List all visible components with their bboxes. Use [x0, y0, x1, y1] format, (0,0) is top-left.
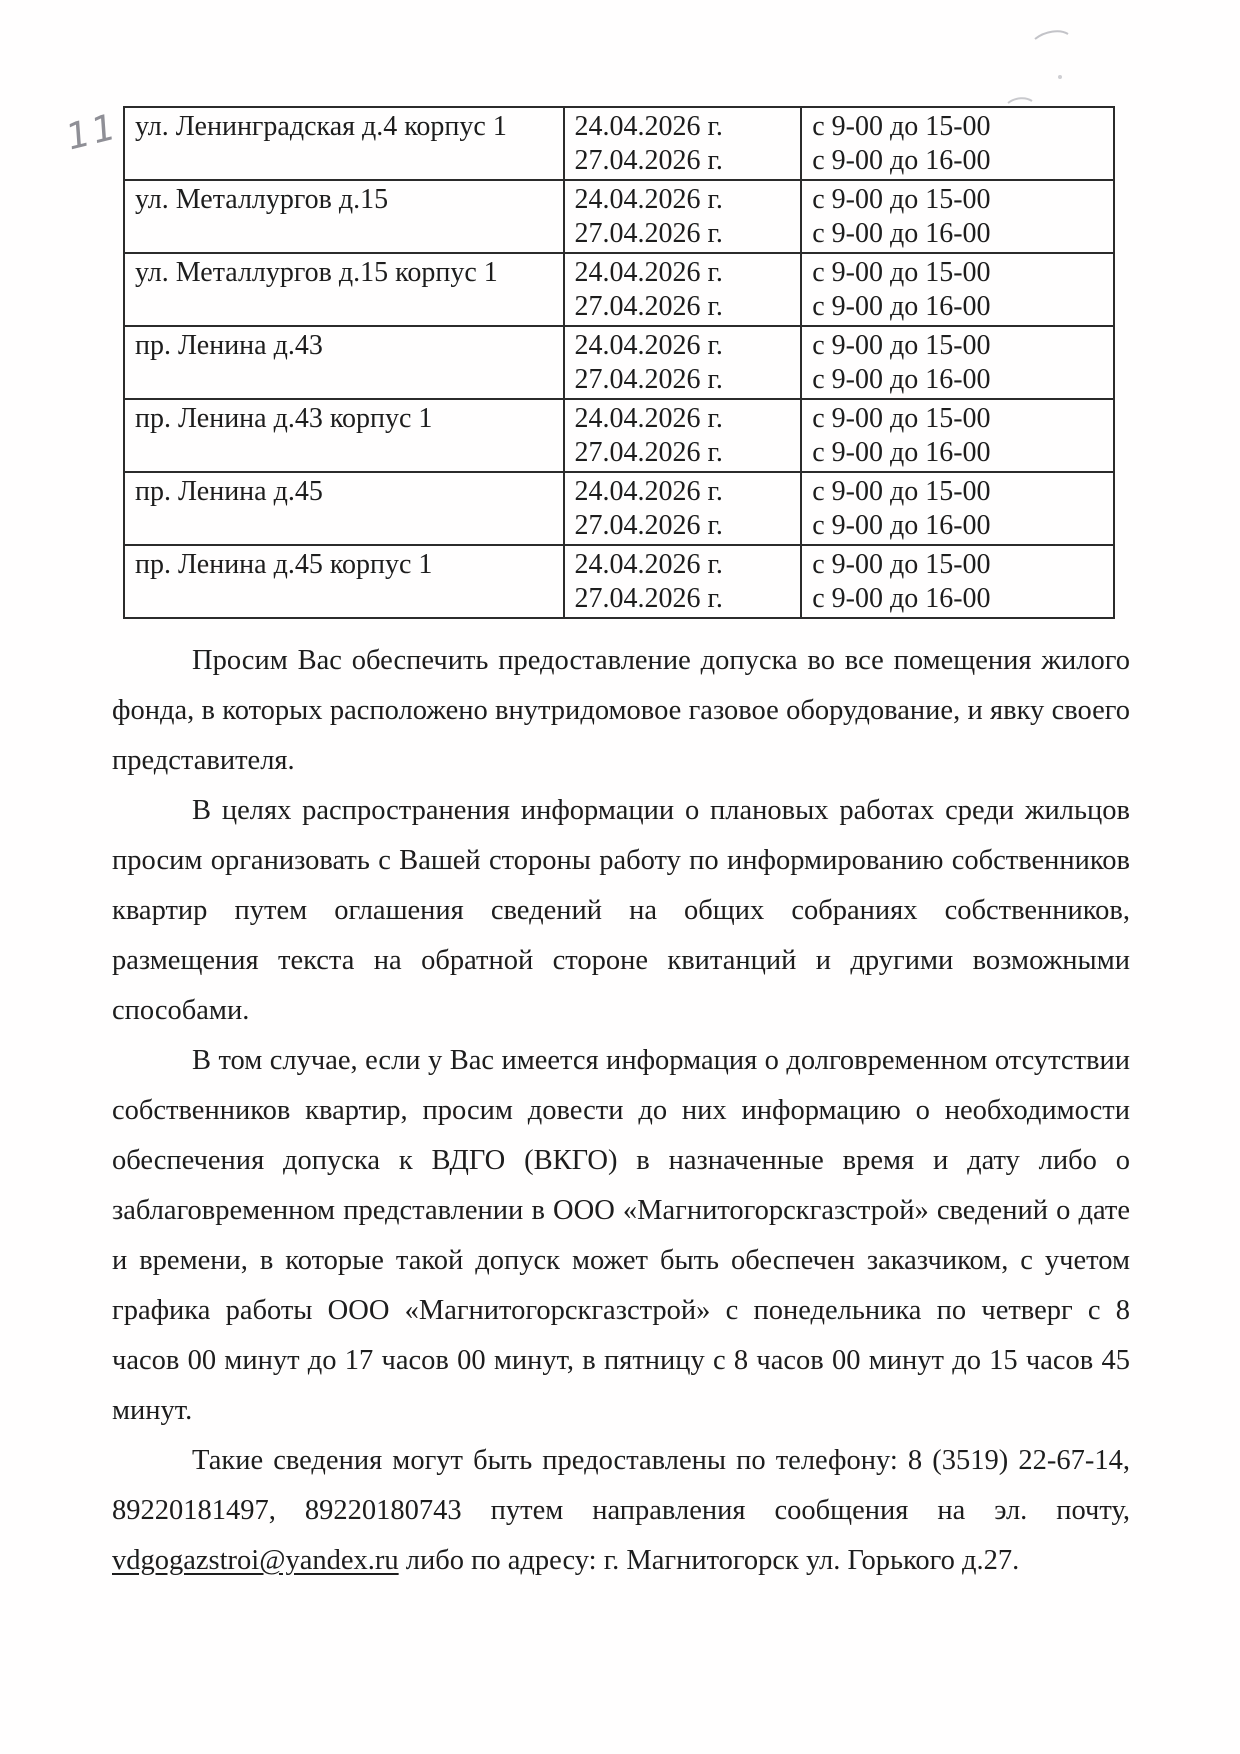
- date-line-2: 27.04.2026 г.: [574, 218, 723, 249]
- time-line-2: с 9-00 до 16-00: [812, 510, 991, 541]
- handwritten-page-number: 11: [65, 105, 119, 160]
- time-line-1: с 9-00 до 15-00: [812, 549, 991, 580]
- date-line-1: 24.04.2026 г.: [574, 476, 723, 507]
- times-cell: [801, 326, 1114, 399]
- times-cell: [801, 107, 1114, 180]
- date-line-2: 27.04.2026 г.: [574, 437, 723, 468]
- dates-cell: [564, 107, 802, 180]
- dates-cell: [564, 545, 802, 618]
- paragraph-long-absence: В том случае, если у Вас имеется информация о долговременном отсутствии собственников квартир, просим довести до них информацию о необходимости обеспечения допуска к ВДГО (ВКГО) в назначенные время и дату либо о заблаговременном представлении в ООО «Магнитогорскгазстрой» сведений о дате и времени, в которые такой допуск может быть обеспечен заказчиком, с учетом графика работы ООО «Магнитогорскгазстрой» с понедельника по четверг с 8 часов 00 минут до 17 часов 00 минут, в пятницу с 8 часов 00 минут до 15 часов 45 минут.: [112, 1045, 1130, 1426]
- dates-cell: [564, 253, 802, 326]
- address-cell: пр. Ленина д.43: [124, 326, 564, 399]
- address-cell: пр. Ленина д.45 корпус 1: [124, 545, 564, 618]
- date-line-1: 24.04.2026 г.: [574, 111, 723, 142]
- date-line-1: 24.04.2026 г.: [574, 330, 723, 361]
- time-line-2: с 9-00 до 16-00: [812, 218, 991, 249]
- time-line-1: с 9-00 до 15-00: [812, 476, 991, 507]
- letter-body: [112, 636, 1130, 1586]
- paragraph-access-request: Просим Вас обеспечить предоставление допуска во все помещения жилого фонда, в которых расположено внутридомовое газовое оборудование, и явку своего представителя.: [112, 645, 1130, 776]
- time-line-2: с 9-00 до 16-00: [812, 291, 991, 322]
- dates-cell: [564, 399, 802, 472]
- table-row: [124, 107, 1114, 180]
- paragraph-information-spreading: В целях распространения информации о плановых работах среди жильцов просим организовать с Вашей стороны работу по информированию собственников квартир путем оглашения сведений на общих собраниях собственников, размещения текста на обратной стороне квитанций и другими возможными способами.: [112, 795, 1130, 1026]
- date-line-2: 27.04.2026 г.: [574, 364, 723, 395]
- table-row: [124, 545, 1114, 618]
- table-row: [124, 326, 1114, 399]
- date-line-1: 24.04.2026 г.: [574, 403, 723, 434]
- time-line-1: с 9-00 до 15-00: [812, 330, 991, 361]
- date-line-2: 27.04.2026 г.: [574, 510, 723, 541]
- time-line-2: с 9-00 до 16-00: [812, 364, 991, 395]
- table-row: [124, 253, 1114, 326]
- times-cell: [801, 545, 1114, 618]
- date-line-1: 24.04.2026 г.: [574, 549, 723, 580]
- email-address: vdgogazstroi@yandex.ru: [112, 1545, 399, 1576]
- table-row: [124, 472, 1114, 545]
- date-line-1: 24.04.2026 г.: [574, 257, 723, 288]
- address-cell: ул. Металлургов д.15: [124, 180, 564, 253]
- dates-cell: [564, 180, 802, 253]
- table-row: [124, 399, 1114, 472]
- date-line-2: 27.04.2026 г.: [574, 583, 723, 614]
- dates-cell: [564, 326, 802, 399]
- time-line-1: с 9-00 до 15-00: [812, 403, 991, 434]
- address-cell: ул. Ленинградская д.4 корпус 1: [124, 107, 564, 180]
- time-line-2: с 9-00 до 16-00: [812, 145, 991, 176]
- address-cell: пр. Ленина д.45: [124, 472, 564, 545]
- dates-cell: [564, 472, 802, 545]
- time-line-2: с 9-00 до 16-00: [812, 437, 991, 468]
- contact-text-before-email: Такие сведения могут быть предоставлены по телефону: 8 (3519) 22-67-14, 89220181497, 89220180743 путем направления сообщения на эл. почту,: [112, 1445, 1130, 1526]
- time-line-2: с 9-00 до 16-00: [812, 583, 991, 614]
- times-cell: [801, 399, 1114, 472]
- date-line-2: 27.04.2026 г.: [574, 291, 723, 322]
- contact-text-after-email: либо по адресу: г. Магнитогорск ул. Горького д.27.: [398, 1545, 1020, 1576]
- time-line-1: с 9-00 до 15-00: [812, 111, 991, 142]
- times-cell: [801, 253, 1114, 326]
- times-cell: [801, 180, 1114, 253]
- address-cell: ул. Металлургов д.15 корпус 1: [124, 253, 564, 326]
- paragraph-contacts: [112, 1436, 1130, 1586]
- address-cell: пр. Ленина д.43 корпус 1: [124, 399, 564, 472]
- date-line-2: 27.04.2026 г.: [574, 145, 723, 176]
- times-cell: [801, 472, 1114, 545]
- time-line-1: с 9-00 до 15-00: [812, 184, 991, 215]
- schedule-table: [123, 106, 1115, 619]
- date-line-1: 24.04.2026 г.: [574, 184, 723, 215]
- time-line-1: с 9-00 до 15-00: [812, 257, 991, 288]
- table-row: [124, 180, 1114, 253]
